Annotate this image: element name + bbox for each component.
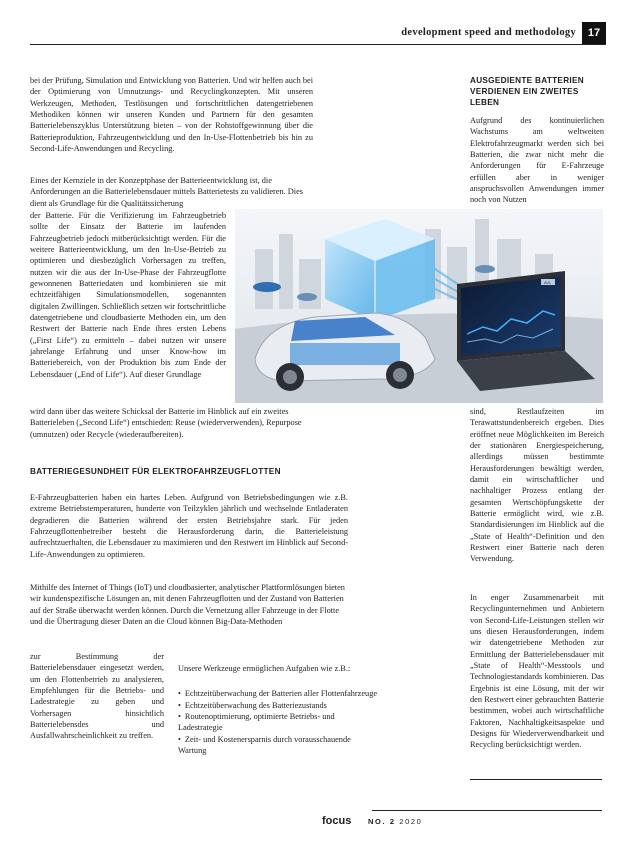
magazine-logo: focus xyxy=(322,815,352,827)
paragraph-text: wird dann über das weitere Schicksal der Batterie im Hinblick auf ein zweites Batterieleben („Second Life“) entschieden: Reuse (wiederverwenden), Repurpose (umnutzen) oder Recycle (wiederaufbereiten). xyxy=(30,407,302,439)
issue-label: NO. xyxy=(368,817,387,826)
header-rule xyxy=(30,44,606,45)
body-paragraph-1 xyxy=(30,75,313,154)
task-list-intro: Unsere Werkzeuge ermöglichen Aufgaben wie z.B.: xyxy=(178,664,351,673)
right-paragraph-1 xyxy=(470,115,604,206)
section-heading-battery-health: BATTERIEGESUNDHEIT FÜR ELEKTROFAHRZEUGFLOTTEN xyxy=(30,467,281,476)
body-paragraph-4-narrow xyxy=(30,651,164,742)
task-list xyxy=(178,688,378,756)
body-paragraph-2-narrow xyxy=(30,210,226,380)
list-item: • Routenoptimierung, optimierte Betriebs- und Ladestrategie xyxy=(178,711,378,734)
paragraph-text: E-Fahrzeugbatterien haben ein hartes Leben. Aufgrund von Betriebsbedingungen wie z.B. extreme Betriebstemperaturen, hunderte von Teilzyklen jährlich und wechselnde Entladeraten degradieren die Batterien während der ersten Betriebsjahre stark. Für jeden Fahrzeugflottenbetreiber besteht die Herausforderung darin, die Batterieleistung aufrechtzuerhalten, die Lebensdauer zu maximieren und den Restwert im Hinblick auf Second-Life-Anwendungen zu optimieren. xyxy=(30,493,348,559)
body-paragraph-3 xyxy=(30,492,348,560)
small-car-icon xyxy=(297,293,317,301)
issue-info xyxy=(368,817,422,826)
list-item: • Zeit- und Kostenersparnis durch vorausschauende Wartung xyxy=(178,734,378,757)
paragraph-text: Aufgrund des kontinuierlichen Wachstums am weltweiten Elektrofahrzeugmarkt werden sich bei Batterien, die zwar nicht mehr die Anforderungen für E-Fahrzeuge erfüllen aber in weniger anspruchsvollen Anwendungen immer noch von Nutzen xyxy=(470,116,604,205)
paragraph-text: bei der Prüfung, Simulation und Entwicklung von Batterien. Und wir helfen auch bei der Optimierung von Umnutzungs- und Recyclingkonzepten. Mit unseren Werkzeugen, Methoden, Testlösungen und fortschrittlichen datengetriebenen Methodiken können wir unseren Kunden und Partnern für den gesamten Batterielebenszyklus Unterstützung bieten – von der Rohstoffgewinnung über die Batterieproduktion, Fahrzeugentwicklung und den In-Use-Flottenbetrieb bis hin zu Second-Life-Anwendungen und Recycling. xyxy=(30,76,313,154)
footer-rule xyxy=(372,810,602,811)
battery-cloud-illustration xyxy=(235,209,603,403)
paragraph-text: zur Bestimmung der Batterielebensdauer eingesetzt werden, um den Flottenbetrieb zu analysieren, Empfehlungen für die Betriebs- und Ladestrategie zu geben und Vorhersagen hinsichtlich Batterielebensdes und Ausfallwahrscheinlichkeit zu treffen. xyxy=(30,652,164,741)
body-paragraph-4 xyxy=(30,582,348,627)
paragraph-text: der Batterie. Für die Verifizierung im Fahrzeugbetrieb sollte der Einsatz der Batterie im laufenden Fahrzeugbetrieb jedoch mitberücksichtigt werden. Für die weitere Batterieentwicklung, um den In-Use-Betrieb zu optimieren und diesbezüglich Vorhersagen zu treffen, nutzen wir die aus der In-Use-Phase der Fahrzeugflotte gewonnenen Batteriedaten und kombinieren sie mit echtzeitfähigen Simulationsmodellen, sogenannten digitalen Zwillingen. Schließlich setzen wir fortschrittliche datengetriebene und cloudbasierte Methoden ein, um den Restwert der Batterie nach Ende ihres ersten Lebens („First Life“) zu ermitteln – dabei nutzen wir unsere jahrelange Erfahrung und unser Know-how im Batteriebereich, von der Produktion bis zum Ende der Lebensdauer („End of Life“). Auf dieser Grundlage xyxy=(30,211,226,379)
running-header-title: development speed and methodology xyxy=(401,27,576,38)
small-car-icon xyxy=(475,265,495,273)
issue-number: 2 xyxy=(389,817,396,826)
section-heading-second-life: AUSGEDIENTE BATTERIEN VERDIENEN EIN ZWEITES LEBEN xyxy=(470,76,584,107)
right-paragraph-2 xyxy=(470,406,604,565)
column-end-rule xyxy=(470,779,602,780)
paragraph-text: sind, Restlaufzeiten im Terawattstundenbereich ergeben. Dies eröffnet neue Möglichkeiten im Bereich der stationären Energiespeicherung, allerdings müssen bestimmte Herausforderungen bewältigt werden, damit ein wirtschaftlicher und nachhaltiger Prozess entlang der gesamten Wertschöpfungskette der Batterie ermöglicht wird, wie z.B. Standardisierungen im Hinblick auf die „State of Health“-Definition und den Restwert einer Batterie nach deren Verwendung. xyxy=(470,407,604,564)
issue-year: 2020 xyxy=(399,817,423,826)
small-car-icon xyxy=(253,282,281,292)
body-paragraph-2-intro xyxy=(30,175,313,209)
paragraph-text: Eines der Kernziele in der Konzeptphase der Batterieentwicklung ist, die Anforderungen an die Batterielebensdauer mittels Batterietests zu validieren. Dies dient als Grundlage für die Qualitätssicherung xyxy=(30,176,304,208)
list-item: • Echtzeitüberwachung des Batteriezustands xyxy=(178,700,378,711)
page-number: 17 xyxy=(582,22,606,44)
right-paragraph-3 xyxy=(470,592,604,751)
list-item: • Echtzeitüberwachung der Batterien aller Flottenfahrzeuge xyxy=(178,688,378,699)
body-paragraph-2-tail xyxy=(30,406,330,440)
laptop-screen-label: AVL xyxy=(544,280,552,285)
paragraph-text: Mithilfe des Internet of Things (IoT) und cloudbasierter, analytischer Plattformlösungen bieten wir kundenspezifische Lösungen an, mit denen Fahrzeugflotten und der Zustand von Batterien auf der Straße überwacht werden können. Durch die Vernetzung aller Fahrzeuge in der Flotte und die Übertragung dieser Daten an die Cloud können Big-Data-Methoden xyxy=(30,583,345,627)
task-list-block xyxy=(178,663,378,756)
paragraph-text: In enger Zusammenarbeit mit Recyclingunternehmen und Anbietern von Second-Life-Leistungen stellen wir uns diesen Herausforderungen, indem wir datengetriebene Methoden zur Ermittlung der Batterielebensdauer mit „State of Health“-Messtools und Technologiestandards kombinieren. Das Ergebnis ist eine Lösung, mit der wir den Restwert einer gebrauchten Batterie bestimmen, wobei auch wirtschaftliche Faktoren, Nachhaltigkeitsaspekte und Designs für Wiederverwendbarkeit und Recycling berücksichtigt werden. xyxy=(470,593,604,750)
